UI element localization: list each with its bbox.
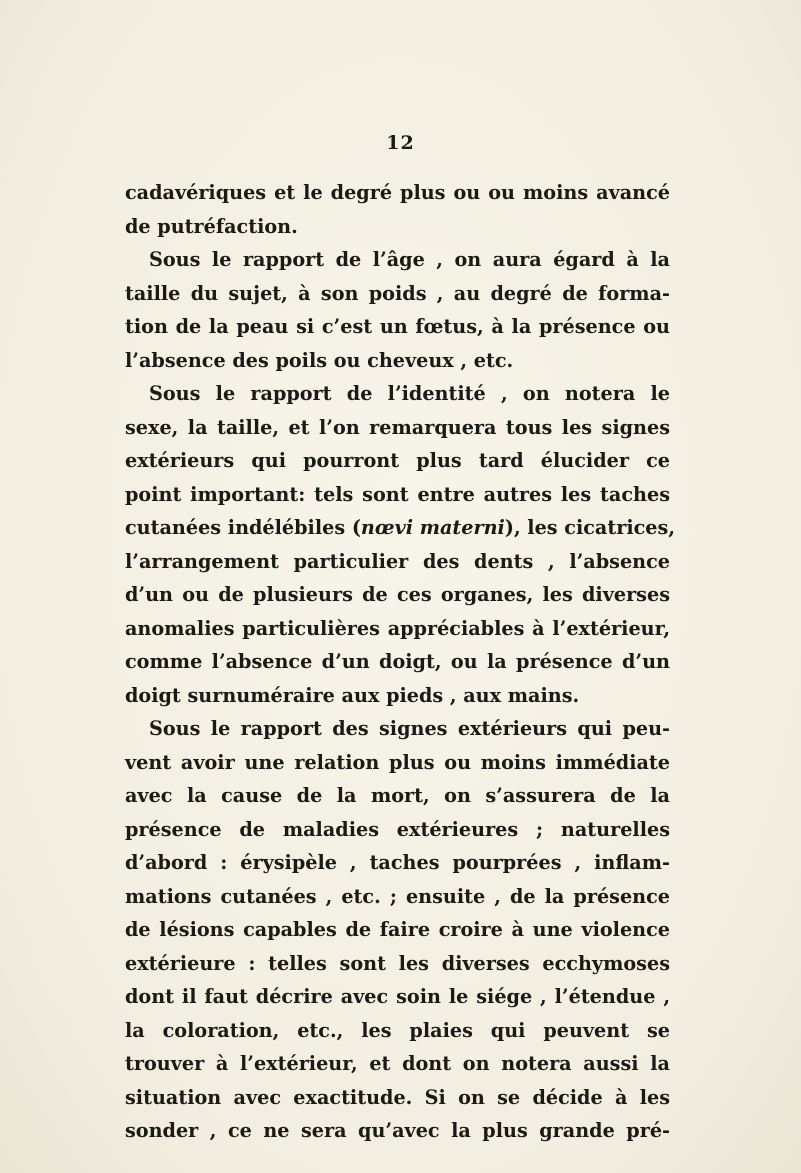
text-line: mations cutanées , etc. ; ensuite , de la présence bbox=[125, 884, 670, 908]
text-line: situation avec exactitude. Si on se décide à les bbox=[125, 1085, 670, 1109]
text-line: la coloration, etc., les plaies qui peuvent se bbox=[125, 1018, 670, 1042]
text-line-with-italic bbox=[125, 511, 675, 545]
text-line: tion de la peau si c’est un fœtus, à la présence ou bbox=[125, 315, 670, 338]
text-line: avec la cause de la mort, on s’assurera de la bbox=[125, 784, 670, 807]
text-line: trouver à l’extérieur, et dont on notera aussi la bbox=[125, 1052, 670, 1075]
text-line: Sous le rapport de l’identité , on notera le bbox=[149, 382, 670, 405]
text-line: cadavériques et le degré plus ou ou moins avancé bbox=[125, 181, 670, 204]
text-line: l’absence des poils ou cheveux , etc. bbox=[125, 348, 514, 372]
text-line: extérieure : telles sont les diverses ecchymoses bbox=[125, 951, 670, 975]
text-line: sexe, la taille, et l’on remarquera tous les signes bbox=[125, 415, 670, 439]
body-text bbox=[125, 176, 675, 1148]
text-line: dont il faut décrire avec soin le siége , l’étendue , bbox=[125, 985, 670, 1008]
page-number: 12 bbox=[386, 132, 415, 154]
text-line: comme l’absence d’un doigt, ou la présence d’un bbox=[125, 650, 670, 673]
text-line: l’arrangement particulier des dents , l’absence bbox=[125, 549, 670, 573]
text-line: point important: tels sont entre autres les taches bbox=[125, 482, 670, 506]
latin-term: nœvi materni bbox=[360, 516, 505, 539]
text-line: anomalies particulières appréciables à l’extérieur, bbox=[125, 616, 670, 640]
text-fragment: ), les cicatrices, bbox=[504, 516, 675, 539]
text-line: de putréfaction. bbox=[125, 214, 298, 238]
text-line: de lésions capables de faire croire à une violence bbox=[125, 918, 670, 941]
text-line: sonder , ce ne sera qu’avec la plus grande pré- bbox=[125, 1119, 670, 1142]
text-line: présence de maladies extérieures ; naturelles bbox=[125, 817, 670, 841]
text-line: Sous le rapport de l’âge , on aura égard à la bbox=[149, 248, 670, 271]
text-line: doigt surnuméraire aux pieds , aux mains. bbox=[125, 683, 580, 707]
text-line: d’un ou de plusieurs de ces organes, les diverses bbox=[125, 583, 670, 606]
text-line: vent avoir une relation plus ou moins immédiate bbox=[125, 750, 670, 774]
text-line: extérieurs qui pourront plus tard élucider ce bbox=[125, 449, 670, 472]
text-line: taille du sujet, à son poids , au degré de forma- bbox=[125, 281, 670, 305]
text-line: Sous le rapport des signes extérieurs qui peu- bbox=[149, 717, 670, 740]
text-line: d’abord : érysipèle , taches pourprées , inflam- bbox=[125, 851, 670, 874]
text-fragment: cutanées indélébiles ( bbox=[125, 516, 361, 539]
